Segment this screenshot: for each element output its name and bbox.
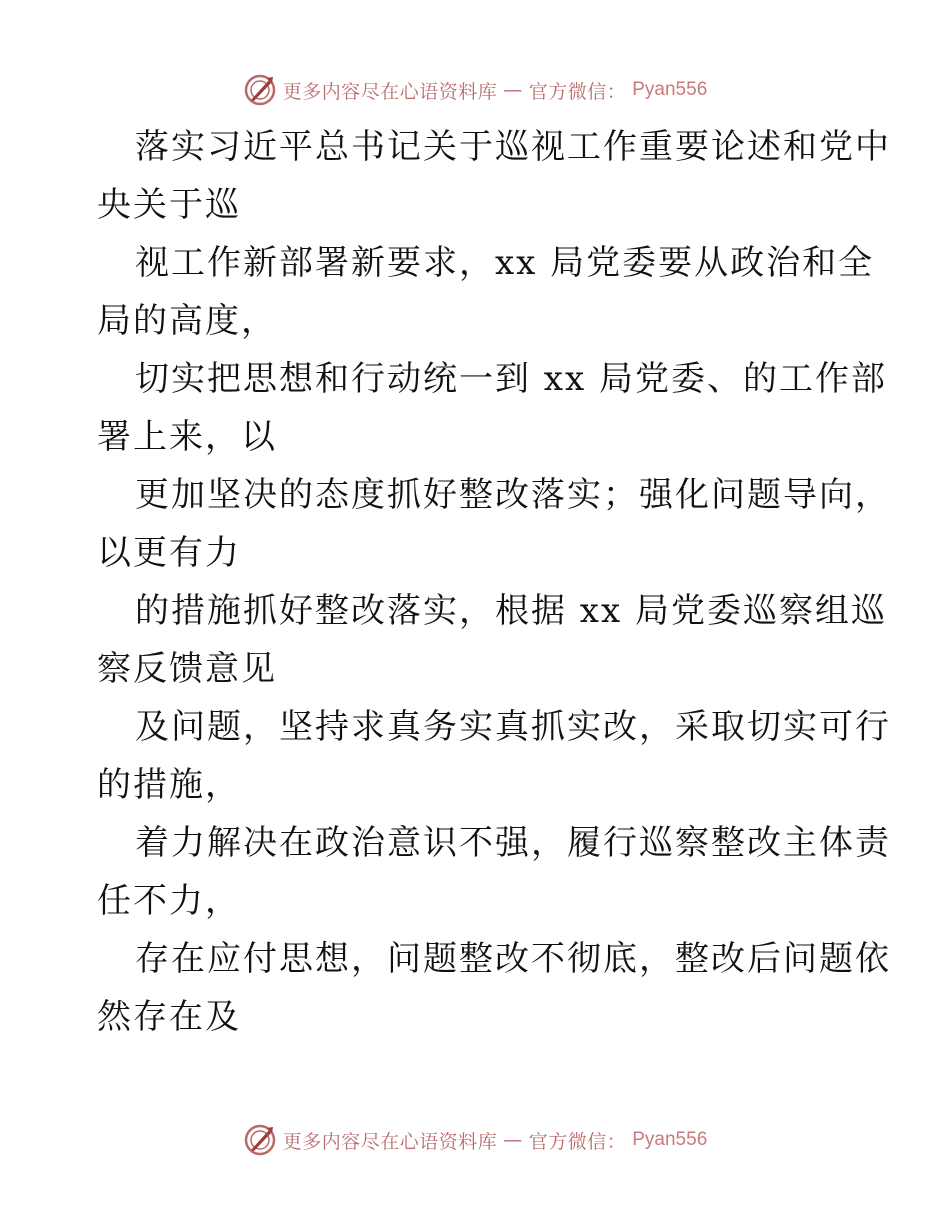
paragraph-line: 署上来，以 — [97, 417, 277, 457]
banner-wechat-label: 官方微信： — [528, 1130, 627, 1153]
quill-seal-icon — [243, 73, 277, 107]
paragraph — [97, 698, 891, 814]
paragraph-line: 的措施抓好整改落实，根据 xx 局党委巡察组巡 — [135, 591, 887, 631]
paragraph-line: 存在应付思想，问题整改不彻底，整改后问题依 — [135, 939, 891, 979]
paragraph-line: 以更有力 — [97, 533, 241, 573]
paragraph — [97, 814, 891, 930]
paragraph-line: 切实把思想和行动统一到 xx 局党委、的工作部 — [135, 359, 887, 399]
paragraph — [97, 350, 887, 466]
banner-dash: — — [503, 1129, 523, 1151]
quill-seal-icon — [243, 1123, 277, 1157]
paragraph — [97, 118, 891, 234]
paragraph — [97, 234, 875, 350]
document-body — [97, 118, 891, 1046]
banner-text: 更多内容尽在心语资料库 — [282, 80, 498, 103]
paragraph-line: 着力解决在政治意识不强，履行巡察整改主体责 — [135, 823, 891, 863]
banner-dash: — — [503, 79, 523, 101]
paragraph-line: 察反馈意见 — [97, 649, 277, 689]
paragraph-line: 任不力， — [97, 881, 241, 921]
paragraph — [97, 930, 891, 1046]
header-banner — [0, 70, 950, 110]
paragraph-line: 局的高度， — [97, 301, 277, 341]
footer-banner — [0, 1120, 950, 1160]
paragraph — [97, 466, 891, 582]
paragraph-line: 落实习近平总书记关于巡视工作重要论述和党中 — [135, 127, 891, 167]
banner-text: 更多内容尽在心语资料库 — [282, 1130, 498, 1153]
paragraph-line: 然存在及 — [97, 997, 241, 1037]
paragraph-line: 视工作新部署新要求，xx 局党委要从政治和全 — [135, 243, 875, 283]
banner-wechat-id: Pyan556 — [632, 79, 708, 100]
paragraph-line: 央关于巡 — [97, 185, 241, 225]
paragraph-line: 及问题，坚持求真务实真抓实改，采取切实可行 — [135, 707, 891, 747]
paragraph-line: 更加坚决的态度抓好整改落实；强化问题导向， — [135, 475, 891, 515]
banner-wechat-id: Pyan556 — [632, 1129, 708, 1150]
paragraph — [97, 582, 887, 698]
paragraph-line: 的措施， — [97, 765, 241, 805]
banner-wechat-label: 官方微信： — [528, 80, 627, 103]
